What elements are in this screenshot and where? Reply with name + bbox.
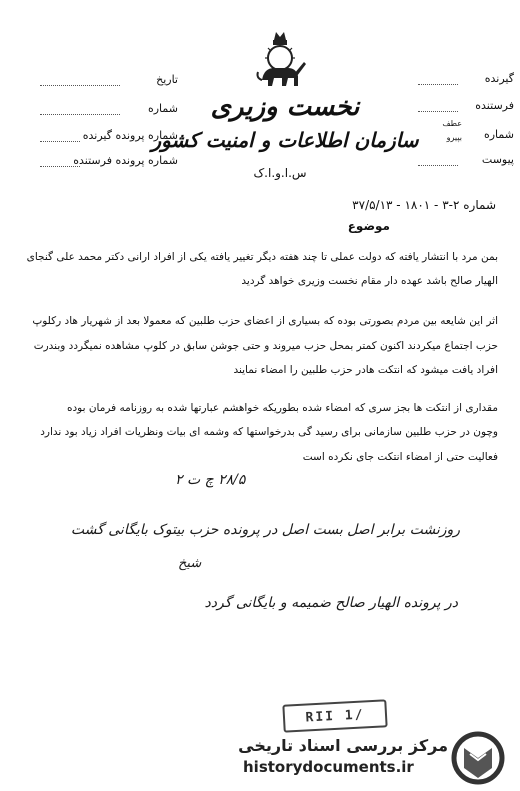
handwritten-initials: شیخ <box>178 556 202 571</box>
archive-stamp <box>282 699 387 732</box>
stamp-text: RII 1/ <box>305 706 365 726</box>
body-line: مقداری از انتکت ها بجز سری که امضاء شده بطوریکه خواهشم عبارتها شده به روزنامه فرمان بوده <box>66 402 498 414</box>
body-line: افراد یافت میشود که انتکت هادر حزب طلبین را امضاء نمایند <box>233 364 498 376</box>
org-title: نخست وزیری <box>210 92 360 122</box>
handwritten-bottom-note: در پرونده الهیار صالح ضمیمه و بایگانی گردد <box>204 595 458 611</box>
footer-org-name: مرکز بررسی اسناد تاریخی <box>238 736 448 755</box>
handwritten-note-date: ۲۸/۵ چ ت ۲ <box>175 472 246 488</box>
body-line: فعالیت حتی از امضاء انتکت جای نکرده است <box>302 451 498 463</box>
org-code: س.ا.و.ا.ک <box>253 166 307 180</box>
handwritten-filing-note: روزنشت برابر اصل بست اصل در پرونده حزب بیتوک بایگانی گشت <box>70 522 460 538</box>
historydocuments-logo-icon <box>450 730 506 786</box>
subject-label: موضوع <box>347 219 390 233</box>
field-number: شماره <box>483 128 514 141</box>
field-receiver-file: شماره پرونده گیرنده <box>82 129 178 142</box>
body-line: بمن مرد با انتشار یافته که دولت عملی تا چند هفته دیگر تغییر یافته یکی از افراد ارانی دکتر محمد علی گنجای <box>26 251 498 263</box>
body-line: حزب اجتماع میکردند اکنون کمتر بمحل حزب میروند و حتی جوشن سابق در کلوپ مشاهده نمیگردد وبندرت <box>33 340 498 352</box>
field-attachment: پیوست <box>481 153 514 166</box>
reference-number: شماره ۲-۳ - ۱۸۰۱ - ۳۷/۵/۱۳ <box>352 198 496 212</box>
field-date: تاریخ <box>156 73 178 86</box>
field-receiver: گیرنده <box>484 72 514 85</box>
field-prev-small: بپیرو <box>446 133 462 142</box>
body-line: وچون در حزب طلبین سازمانی برای رسید گی بدرخواستها که وشمه ای بیات ونظریات افراد زیاد بود ندارد <box>40 426 498 438</box>
footer-url: historydocuments.ir <box>243 758 414 776</box>
lion-and-sun-emblem-icon <box>250 28 310 96</box>
field-sender: فرستنده <box>475 99 514 112</box>
field-ref-small: عطف <box>442 119 462 128</box>
org-subtitle: سازمان اطلاعات و امنیت کشور <box>151 128 419 152</box>
field-sender-file: شماره پرونده فرستنده <box>73 154 178 167</box>
body-line: الهیار صالح باشد عهده دار مقام نخست وزیری خواهد گردید <box>241 275 498 287</box>
field-left-number: شماره <box>147 102 178 115</box>
body-line: اثر این شایعه بین مردم بصورتی بوده که بسیاری از اعضای حزب طلبین که معمولا بعد از شهریار هاد رکلوپ <box>32 315 498 327</box>
